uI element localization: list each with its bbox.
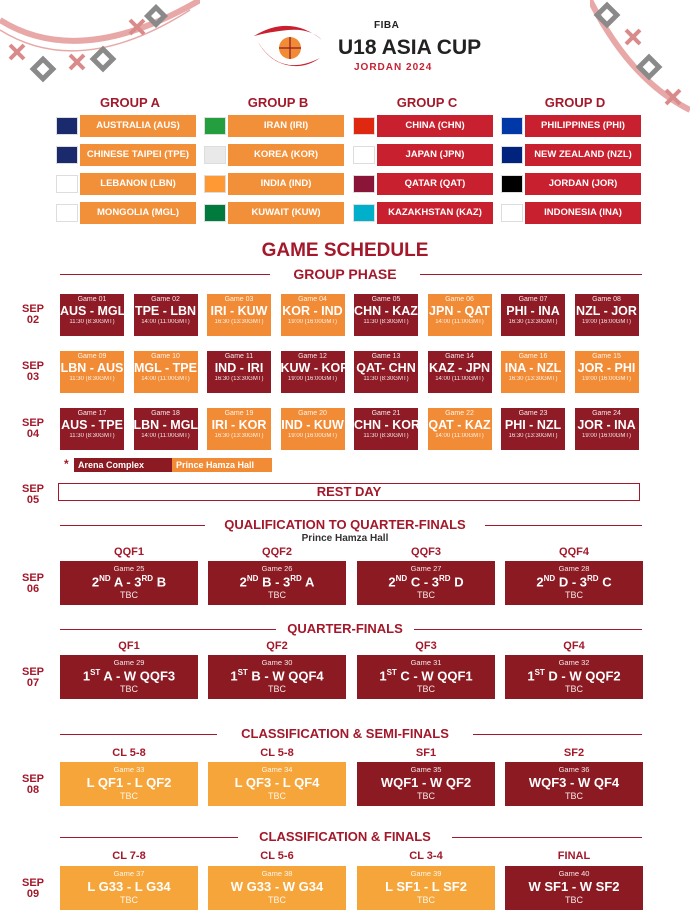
matchup: WQF1 - W QF2 [380, 775, 472, 790]
game-number: Game 05 [371, 296, 401, 303]
country-flag-icon [56, 117, 78, 135]
team-name: KAZAKHSTAN (KAZ) [377, 202, 493, 224]
round-label: QQF1 [114, 546, 144, 558]
team-name: CHINESE TAIPEI (TPE) [80, 144, 196, 166]
matchup: WQF3 - W QF4 [528, 775, 620, 790]
divider [414, 629, 642, 630]
team-name: NEW ZEALAND (NZL) [525, 144, 641, 166]
divider [473, 734, 642, 735]
country-flag-icon [204, 175, 226, 193]
date-sep-05: SEP 05 [21, 483, 44, 506]
game-card [501, 351, 565, 393]
game-time: 14:00 (11:00GMT) [435, 433, 484, 439]
schedule-title: GAME SCHEDULE [261, 240, 429, 261]
team-name: AUSTRALIA (AUS) [80, 115, 196, 137]
game-card [505, 762, 643, 806]
team-name: QATAR (QAT) [377, 173, 493, 195]
game-number: Game 32 [558, 658, 590, 667]
game-card [60, 561, 198, 605]
group-heading: GROUP D [544, 95, 606, 110]
game-card [60, 762, 198, 806]
country-flag-icon [501, 146, 523, 164]
group-heading: GROUP B [247, 95, 309, 110]
game-time: 14:00 (11:00GMT) [141, 376, 190, 382]
game-time: TBC [268, 791, 286, 801]
matchup: TPE - LBN [134, 304, 197, 318]
group-heading: GROUP A [100, 95, 160, 110]
tournament-logo-icon [250, 18, 330, 78]
game-number: Game 28 [558, 564, 590, 573]
round-label: CL 5-8 [112, 747, 146, 759]
matchup: W G33 - W G34 [230, 879, 324, 894]
team-entry [56, 144, 196, 166]
game-number: Game 33 [113, 765, 145, 774]
game-card [208, 655, 346, 699]
matchup: 2ND B - 3RD A [239, 574, 315, 590]
game-number: Game 03 [224, 296, 254, 303]
game-time: TBC [417, 590, 435, 601]
country-flag-icon [56, 175, 78, 193]
game-card [354, 294, 418, 336]
matchup: QAT- CHN [356, 361, 416, 375]
team-entry [204, 144, 344, 166]
matchup: L G33 - L G34 [87, 879, 171, 894]
matchup: 1ST C - W QQF1 [379, 668, 473, 684]
matchup: 2ND C - 3RD D [388, 574, 464, 590]
game-time: 11:30 (8:30GMT) [363, 433, 409, 439]
game-time: TBC [417, 791, 435, 801]
matchup: QAT - KAZ [428, 418, 491, 432]
game-card [354, 351, 418, 393]
game-number: Game 22 [445, 410, 474, 417]
game-card [134, 351, 198, 393]
venue-label: Prince Hamza Hall [301, 533, 389, 544]
date-label: SEP 09 [21, 877, 44, 900]
decorative-pattern-left [0, 0, 200, 95]
tournament-title: U18 ASIA CUP [338, 36, 482, 59]
team-name: MONGOLIA (MGL) [80, 202, 196, 224]
game-card [357, 561, 495, 605]
matchup: KOR - IND [282, 304, 343, 318]
team-entry [56, 173, 196, 195]
team-entry [56, 115, 196, 137]
game-time: TBC [120, 590, 138, 601]
game-card [207, 351, 271, 393]
game-card [357, 655, 495, 699]
game-time: 11:30 (8:30GMT) [363, 319, 409, 325]
team-name: INDIA (IND) [228, 173, 344, 195]
game-time: 14:00 (11:00GMT) [435, 319, 484, 325]
game-number: Game 23 [518, 410, 548, 417]
team-entry [501, 115, 641, 137]
round-label: QQF4 [559, 546, 589, 558]
game-time: TBC [417, 684, 435, 695]
divider [60, 525, 205, 526]
divider [60, 629, 276, 630]
game-card [357, 866, 495, 910]
game-number: Game 10 [151, 353, 180, 360]
matchup: 1ST B - W QQF4 [230, 668, 324, 684]
game-card [505, 561, 643, 605]
section-title: QUALIFICATION TO QUARTER-FINALS [224, 517, 466, 532]
country-flag-icon [204, 204, 226, 222]
game-time: TBC [565, 590, 583, 601]
game-time: 16:30 (13:30GMT) [508, 376, 558, 382]
game-time: TBC [417, 895, 435, 905]
game-number: Game 18 [151, 410, 180, 417]
team-entry [353, 173, 493, 195]
game-card [60, 294, 124, 336]
matchup: JOR - PHI [577, 361, 636, 375]
matchup: 2ND A - 3RD B [91, 574, 167, 590]
game-number: Game 36 [558, 765, 590, 774]
matchup: AUS - TPE [61, 418, 123, 432]
game-card [505, 866, 643, 910]
game-number: Game 39 [410, 869, 442, 878]
game-card [60, 866, 198, 910]
game-time: 16:30 (13:30GMT) [508, 319, 558, 325]
game-card [428, 294, 492, 336]
game-card [208, 762, 346, 806]
date-label: SEP 06 [21, 572, 44, 595]
game-time: 11:30 (8:30GMT) [363, 376, 409, 382]
section-title: CLASSIFICATION & SEMI-FINALS [241, 726, 449, 741]
round-label: FINAL [557, 850, 591, 862]
section-title: CLASSIFICATION & FINALS [259, 829, 431, 844]
game-time: TBC [565, 895, 583, 905]
game-time: TBC [268, 590, 286, 601]
game-number: Game 20 [298, 410, 327, 417]
game-card [354, 408, 418, 450]
game-time: TBC [120, 895, 138, 905]
legend-arena-complex: Arena Complex [74, 458, 176, 472]
matchup: L QF1 - L QF2 [86, 775, 172, 790]
date-label: SEP 07 [21, 666, 44, 689]
country-flag-icon [56, 146, 78, 164]
game-time: TBC [268, 895, 286, 905]
matchup: IND - IRI [214, 361, 264, 375]
matchup: KUW - KOR [280, 361, 350, 375]
team-name: JAPAN (JPN) [377, 144, 493, 166]
team-name: IRAN (IRI) [228, 115, 344, 137]
rest-day-banner: REST DAY [58, 483, 640, 501]
matchup: PHI - NZL [504, 418, 562, 432]
group-heading: GROUP C [396, 95, 458, 110]
game-time: 14:00 (11:00GMT) [435, 376, 484, 382]
game-card [575, 294, 639, 336]
matchup: IRI - KOR [211, 418, 267, 432]
game-time: 19:00 (16:00GMT) [287, 376, 338, 382]
country-flag-icon [501, 175, 523, 193]
team-entry [353, 115, 493, 137]
matchup: LBN - AUS [60, 361, 124, 375]
game-number: Game 13 [371, 353, 401, 360]
game-time: TBC [120, 791, 138, 801]
team-entry [56, 202, 196, 224]
game-number: Game 30 [261, 658, 293, 667]
game-number: Game 25 [113, 564, 145, 573]
round-label: CL 5-6 [260, 850, 294, 862]
round-label: QF1 [118, 640, 140, 652]
matchup: CHN - KAZ [354, 304, 418, 318]
country-flag-icon [204, 117, 226, 135]
game-time: TBC [268, 684, 286, 695]
game-time: 14:00 (11:00GMT) [141, 319, 190, 325]
matchup: PHI - INA [506, 304, 560, 318]
game-time: 16:30 (13:30GMT) [214, 319, 264, 325]
country-flag-icon [501, 117, 523, 135]
game-number: Game 17 [77, 410, 107, 417]
divider [452, 837, 642, 838]
matchup: INA - NZL [504, 361, 562, 375]
matchup: MGL - TPE [134, 361, 197, 375]
game-number: Game 09 [77, 353, 107, 360]
game-time: 11:30 (8:30GMT) [69, 433, 115, 439]
game-number: Game 11 [224, 353, 254, 360]
game-card [207, 294, 271, 336]
game-time: TBC [120, 684, 138, 695]
game-time: 11:30 (8:30GMT) [69, 376, 115, 382]
game-number: Game 31 [410, 658, 442, 667]
matchup: CHN - KOR [354, 418, 420, 432]
country-flag-icon [56, 204, 78, 222]
game-time: TBC [565, 791, 583, 801]
country-flag-icon [353, 146, 375, 164]
game-number: Game 19 [224, 410, 254, 417]
game-card [501, 408, 565, 450]
matchup: W SF1 - W SF2 [528, 879, 620, 894]
team-entry [501, 173, 641, 195]
team-name: PHILIPPINES (PHI) [525, 115, 641, 137]
team-name: INDONESIA (INA) [525, 202, 641, 224]
game-number: Game 29 [113, 658, 145, 667]
fiba-logo-text: FIBA [374, 20, 400, 31]
game-time: 19:00 (16:00GMT) [287, 433, 338, 439]
team-name: KUWAIT (KUW) [228, 202, 344, 224]
game-card [207, 408, 271, 450]
round-label: QQF2 [262, 546, 292, 558]
round-label: SF1 [415, 747, 437, 759]
matchup: JPN - QAT [429, 304, 490, 318]
matchup: KAZ - JPN [428, 361, 491, 375]
game-number: Game 02 [151, 296, 180, 303]
team-entry [501, 202, 641, 224]
game-time: 11:30 (8:30GMT) [69, 319, 115, 325]
game-card [428, 408, 492, 450]
matchup: LBN - MGL [133, 418, 199, 432]
team-entry [204, 202, 344, 224]
game-time: TBC [565, 684, 583, 695]
matchup: AUS - MGL [60, 304, 126, 318]
team-entry [204, 115, 344, 137]
game-number: Game 15 [592, 353, 621, 360]
team-entry [501, 144, 641, 166]
divider [60, 734, 217, 735]
game-card [575, 351, 639, 393]
game-number: Game 04 [298, 296, 327, 303]
game-number: Game 38 [261, 869, 293, 878]
game-time: 19:00 (16:00GMT) [581, 433, 632, 439]
game-card [428, 351, 492, 393]
game-number: Game 16 [518, 353, 548, 360]
divider [60, 837, 238, 838]
matchup: NZL - JOR [576, 304, 637, 318]
game-time: 19:00 (16:00GMT) [581, 376, 632, 382]
matchup: L QF3 - L QF4 [234, 775, 320, 790]
game-number: Game 27 [410, 564, 442, 573]
game-time: 19:00 (16:00GMT) [581, 319, 632, 325]
matchup: 2ND D - 3RD C [536, 574, 612, 590]
game-number: Game 01 [77, 296, 107, 303]
round-label: CL 3-4 [409, 850, 443, 862]
game-card [134, 408, 198, 450]
country-flag-icon [353, 175, 375, 193]
legend-prince-hamza-hall: Prince Hamza Hall [172, 458, 272, 472]
team-name: CHINA (CHN) [377, 115, 493, 137]
team-name: KOREA (KOR) [228, 144, 344, 166]
round-label: QF2 [266, 640, 288, 652]
country-flag-icon [501, 204, 523, 222]
game-card [208, 866, 346, 910]
date-label: SEP 08 [21, 773, 44, 796]
country-flag-icon [204, 146, 226, 164]
matchup: 1ST D - W QQF2 [527, 668, 621, 684]
date-label: SEP 04 [21, 417, 44, 440]
section-title: QUARTER-FINALS [287, 621, 403, 636]
country-flag-icon [353, 117, 375, 135]
tournament-subtitle: JORDAN 2024 [354, 62, 433, 73]
game-card [60, 655, 198, 699]
matchup: JOR - INA [577, 418, 636, 432]
game-card [280, 351, 350, 393]
matchup: IND - KUW [281, 418, 344, 432]
game-number: Game 35 [410, 765, 442, 774]
game-card [501, 294, 565, 336]
matchup: 1ST A - W QQF3 [82, 668, 176, 684]
country-flag-icon [353, 204, 375, 222]
group-phase-title: GROUP PHASE [293, 266, 397, 282]
game-time: 16:30 (13:30GMT) [214, 433, 264, 439]
game-number: Game 12 [298, 353, 327, 360]
game-number: Game 07 [518, 296, 548, 303]
game-number: Game 14 [445, 353, 474, 360]
round-label: CL 7-8 [112, 850, 146, 862]
matchup: IRI - KUW [210, 304, 268, 318]
team-name: LEBANON (LBN) [80, 173, 196, 195]
team-entry [353, 202, 493, 224]
matchup: L SF1 - L SF2 [385, 879, 467, 894]
team-entry [204, 173, 344, 195]
game-number: Game 37 [113, 869, 145, 878]
game-number: Game 21 [371, 410, 401, 417]
date-label: SEP 02 [21, 303, 44, 326]
game-time: 19:00 (16:00GMT) [287, 319, 338, 325]
game-time: 16:30 (13:30GMT) [214, 376, 264, 382]
game-number: Game 26 [261, 564, 293, 573]
round-label: QF4 [563, 640, 585, 652]
game-card [134, 294, 198, 336]
game-time: 16:30 (13:30GMT) [508, 433, 558, 439]
game-number: Game 40 [558, 869, 590, 878]
game-card [60, 351, 124, 393]
game-card [60, 408, 124, 450]
team-name: JORDAN (JOR) [525, 173, 641, 195]
round-label: QQF3 [411, 546, 441, 558]
game-card [575, 408, 639, 450]
game-card [357, 762, 495, 806]
date-label: SEP 03 [21, 360, 44, 383]
decorative-pattern-right [590, 0, 690, 130]
game-card [281, 408, 345, 450]
legend-star: * [64, 457, 69, 471]
game-number: Game 08 [592, 296, 621, 303]
game-card [505, 655, 643, 699]
game-card [208, 561, 346, 605]
game-number: Game 34 [261, 765, 293, 774]
round-label: CL 5-8 [260, 747, 294, 759]
team-entry [353, 144, 493, 166]
game-card [281, 294, 345, 336]
game-number: Game 06 [445, 296, 474, 303]
game-time: 14:00 (11:00GMT) [141, 433, 190, 439]
game-number: Game 24 [592, 410, 621, 417]
round-label: SF2 [563, 747, 585, 759]
round-label: QF3 [415, 640, 437, 652]
divider [485, 525, 642, 526]
